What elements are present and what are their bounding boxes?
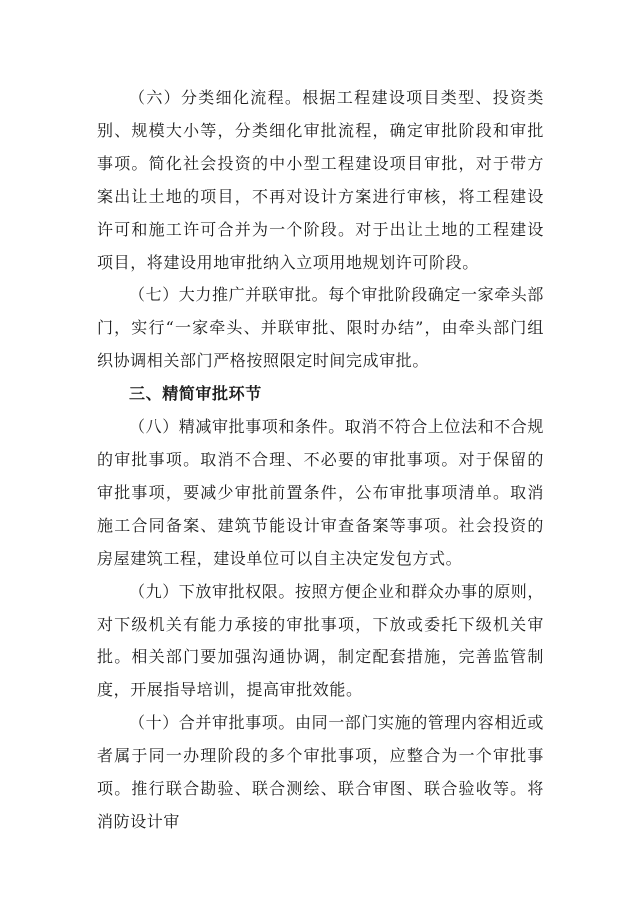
paragraph-9: （九）下放审批权限。按照方便企业和群众办事的原则，对下级机关有能力承接的审批事项，下放或委托下级机关审批。相关部门要加强沟通协调，制定配套措施，完善监管制度，开展指导培训，提高审批效能。 <box>97 581 545 700</box>
document-body <box>97 82 544 839</box>
paragraph-6: （六）分类细化流程。根据工程建设项目类型、投资类别、规模大小等，分类细化审批流程，确定审批阶段和审批事项。简化社会投资的中小型工程建设项目审批，对于带方案出让土地的项目，不再对设计方案进行审核，将工程建设许可和施工许可合并为一个阶段。对于出让土地的工程建设项目，将建设用地审批纳入立项用地规划许可阶段。 <box>97 88 544 272</box>
paragraph-8: （八）精减审批事项和条件。取消不符合上位法和不合规的审批事项。取消不合理、不必要的审批事项。对于保留的审批事项，要减少审批前置条件，公布审批事项清单。取消施工合同备案、建筑节能设计审查备案等事项。社会投资的房屋建筑工程，建设单位可以自主决定发包方式。 <box>97 417 545 568</box>
paragraph-10: （十）合并审批事项。由同一部门实施的管理内容相近或者属于同一办理阶段的多个审批事项，应整合为一个审批事项。推行联合勘验、联合测绘、联合审图、联合验收等。将消防设计审 <box>97 713 545 831</box>
section-heading-3: 三、精简审批环节 <box>129 384 262 404</box>
paragraph-7: （七）大力推广并联审批。每个审批阶段确定一家牵头部门，实行“一家牵头、并联审批、限时办结”，由牵头部门组织协调相关部门严格按照限定时间完成审批。 <box>97 285 545 371</box>
